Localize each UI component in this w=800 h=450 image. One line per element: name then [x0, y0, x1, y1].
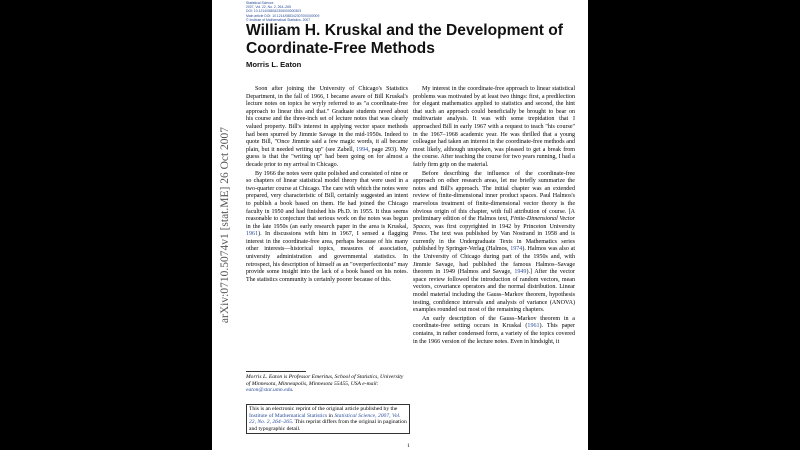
- left-column: [246, 86, 408, 284]
- journal-link[interactable]: Statistical Science, 2007, Vol. 22, No. 2, 264–265: [249, 412, 401, 426]
- page-number: 1: [407, 443, 410, 449]
- author-footnote: Morris L. Eaton is Professor Emeritus, School of Statistics, University of Minnesota, Minneapolis, Minnesota 55455, USA e-mail: eaton@stat.umn.edu.: [246, 374, 404, 394]
- volume-info: 2007, Vol. 22, No. 2, 264–265: [246, 5, 291, 10]
- citation-link[interactable]: 1974: [510, 246, 523, 253]
- main-article-doi[interactable]: Main article DOI: 10.1214/088342307000000009: [246, 13, 320, 18]
- paragraph: Soon after joining the University of Chicago's Statistics Department, in the fall of 1966, I became aware of Bill Kruskal's lecture notes on topics he wryly referred to as "a coordinate-free approach to linear this and that." Graduate students raved about his course and the three-inch set of lecture notes that was clearly valued property. Bill's interest in applying vector space methods had been spurred by Jimmie Savage in the mid-1950s. Indeed to quote Bill, "Once Jimmie said a few magic words, it all became plain, but it needed writing up" (see Zabell, 1994, page 293). My guess is that the "writing up" had been going on for almost a decade prior to my arrival in Chicago.: [246, 86, 408, 168]
- paragraph: My interest in the coordinate-free approach to linear statistical problems was motivated by at least two things: first, a predilection for elegant mathematics applied to statistics and second, the hint that such an approach could beneficially be brought to bear on multivariate analysis. It was with some trepidation that I approached Bill in early 1967 with a request to teach "his course" in the 1967–1968 academic year. He was thrilled that a young colleague had taken an interest in the coordinate-free methods and most likely, although unspoken, was pleased to get a break from the course. After teaching the course for two years running, I had a fairly firm grip on the material.: [413, 86, 575, 168]
- ims-link[interactable]: Institute of Mathematical Statistics: [249, 412, 328, 419]
- author-name: Morris L. Eaton: [246, 60, 302, 69]
- email-link[interactable]: eaton@stat.umn.edu: [246, 387, 293, 394]
- paragraph: Before describing the influence of the coordinate-free approach on other research areas, let me briefly summarize the notes and Bill's approach. The initial chapter was an extended review of finite-dimensional inner product spaces. Paul Halmos's marvelous treatment of finite-dimensional vector theory is the obvious origin of this chapter, with full attribution of course. [A preliminary edition of the Halmos text, Finite-Dimensional Vector Spaces, was first copyrighted in 1942 by Princeton University Press. The text was published by Van Nostrand in 1958 and is currently in the Undergraduate Texts in Mathematics series published by Springer-Verlag (Halmos, 1974). Halmos was also at the University of Chicago during part of the 1950s and, with Jimmie Savage, had published the famous Halmos–Savage theorem in 1949 (Halmos and Savage, 1949).] After the vector space review followed the introduction of random vectors, mean vectors, covariance operators and the normal distribution. Linear model material including the Gauss–Markov theorem, hypothesis testing, confidence intervals and analysis of variance (ANOVA) examples rounded out most of the remaining chapters.: [413, 170, 575, 314]
- journal-name[interactable]: Statistical Science: [246, 1, 274, 5]
- citation-link[interactable]: 1961: [246, 231, 259, 238]
- article-title: William H. Kruskal and the Development of Coordinate-Free Methods: [246, 22, 563, 57]
- citation-link[interactable]: 1949: [514, 269, 527, 276]
- book-title: Finite-Dimensional Vector Spaces: [413, 216, 575, 230]
- arxiv-stamp: [212, 0, 238, 450]
- publication-info: [246, 1, 319, 22]
- citation-link[interactable]: 1994: [356, 146, 369, 153]
- arxiv-id: arXiv:0710.5074v1 [stat.ME] 26 Oct 2007: [219, 126, 231, 324]
- paragraph: An early description of the Gauss–Markov theorem in a coordinate-free setting occurs in Kruskal (1961). This paper contains, in rather condensed form, a variety of the topics covered in the 1966 version of the lecture notes. Even in hindsight, it: [413, 315, 575, 345]
- doi[interactable]: DOI: 10.1214/088342306000000303: [246, 9, 302, 14]
- copyright[interactable]: © Institute of Mathematical Statistics, 2007: [246, 17, 311, 22]
- citation-link[interactable]: 1961: [527, 323, 540, 330]
- footnote-rule: [246, 371, 306, 372]
- paragraph: By 1966 the notes were quite polished and consisted of nine or so chapters of linear statistical model theory that were used in a two-quarter course at Chicago. The care with which the notes were prepared, very characteristic of Bill, certainly suggested an intent to publish a book based on them. He had joined the Chicago faculty in 1950 and had finished his Ph.D. in 1955. It thus seems reasonable to conjecture that serious work on the notes was begun in the late 1950s (an early research paper in the area is Kruskal, 1961). In discussions with him in 1967, I sensed a flagging interest in the coordinate-free area, perhaps because of his many other interests—historical topics, measures of association, university administration and governmental statistics. In retrospect, his description of himself as an "overperfectionist" may provide some insight into the lack of a book based on his notes. The statistics community is certainly poorer because of this.: [246, 170, 408, 283]
- reprint-notice: This is an electronic reprint of the original article published by the Institute of Mathematical Statistics in Statistical Science, 2007, Vol. 22, No. 2, 264–265. This reprint differs from the original in pagination and typographic detail.: [246, 404, 410, 434]
- right-column: [413, 86, 575, 346]
